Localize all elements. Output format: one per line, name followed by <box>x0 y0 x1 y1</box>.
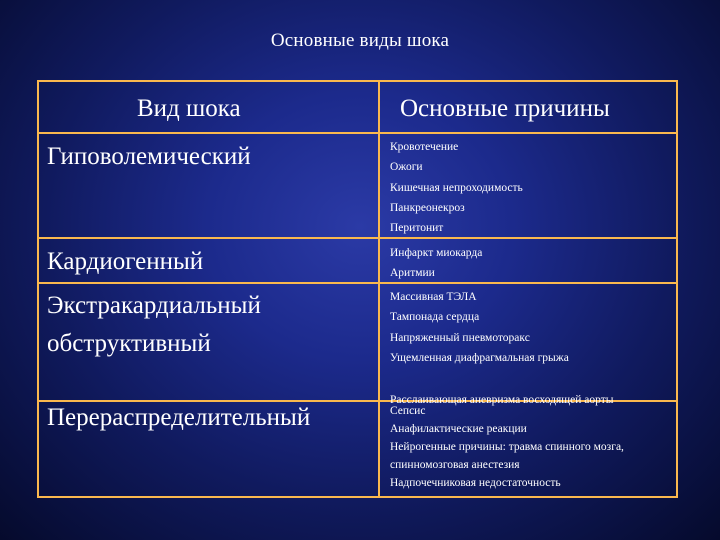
cause-item: Ущемленная диафрагмальная грыжа <box>390 351 569 364</box>
shock-type-obstructive <box>47 287 261 363</box>
column-divider <box>378 82 380 496</box>
shock-type-line: Перераспределительный <box>47 404 311 431</box>
cause-item: Сепсис <box>390 405 426 417</box>
cause-item: Ожоги <box>390 161 423 174</box>
shock-type-hypovolemic <box>47 138 251 176</box>
cause-item: Надпочечниковая недостаточность <box>390 477 561 489</box>
header-main-causes: Основные причины <box>400 95 610 122</box>
cause-item: Перитонит <box>390 222 444 235</box>
cause-item: Нейрогенные причины: травма спинного мозга, спинномозговая анестезия <box>390 441 624 471</box>
cause-item: Инфаркт миокарда <box>390 247 483 259</box>
cause-item: Напряженный пневмоторакс <box>390 331 530 344</box>
shock-type-line: Гиповолемический <box>47 143 251 170</box>
row-divider <box>39 237 676 239</box>
shock-type-distributive <box>47 399 310 437</box>
shock-type-line: Экстракардиальный <box>47 292 261 319</box>
shock-types-table <box>37 80 678 498</box>
cause-item: Тампонада сердца <box>390 311 480 324</box>
cause-item: Кишечная непроходимость <box>390 181 523 194</box>
cause-item: Массивная ТЭЛА <box>390 291 477 303</box>
cause-item: Расслаивающая аневризма восходящей аорты <box>390 394 614 407</box>
shock-type-cardiogenic <box>47 243 203 281</box>
row-divider <box>39 282 676 284</box>
shock-type-line: Кардиогенный <box>47 248 204 275</box>
header-divider <box>39 132 676 134</box>
cause-item: Аритмии <box>390 267 435 280</box>
cause-item: Панкреонекроз <box>390 201 465 214</box>
causes-list-hypovolemic <box>390 137 523 238</box>
cause-item: Кровотечение <box>390 141 459 153</box>
header-shock-type: Вид шока <box>137 95 241 122</box>
cause-item: Анафилактические реакции <box>390 423 527 435</box>
shock-type-line: обструктивный <box>47 330 211 357</box>
causes-list-distributive <box>390 402 660 492</box>
causes-list-obstructive <box>390 287 613 410</box>
causes-list-cardiogenic <box>390 243 482 284</box>
slide-title: Основные виды шока <box>270 30 450 51</box>
